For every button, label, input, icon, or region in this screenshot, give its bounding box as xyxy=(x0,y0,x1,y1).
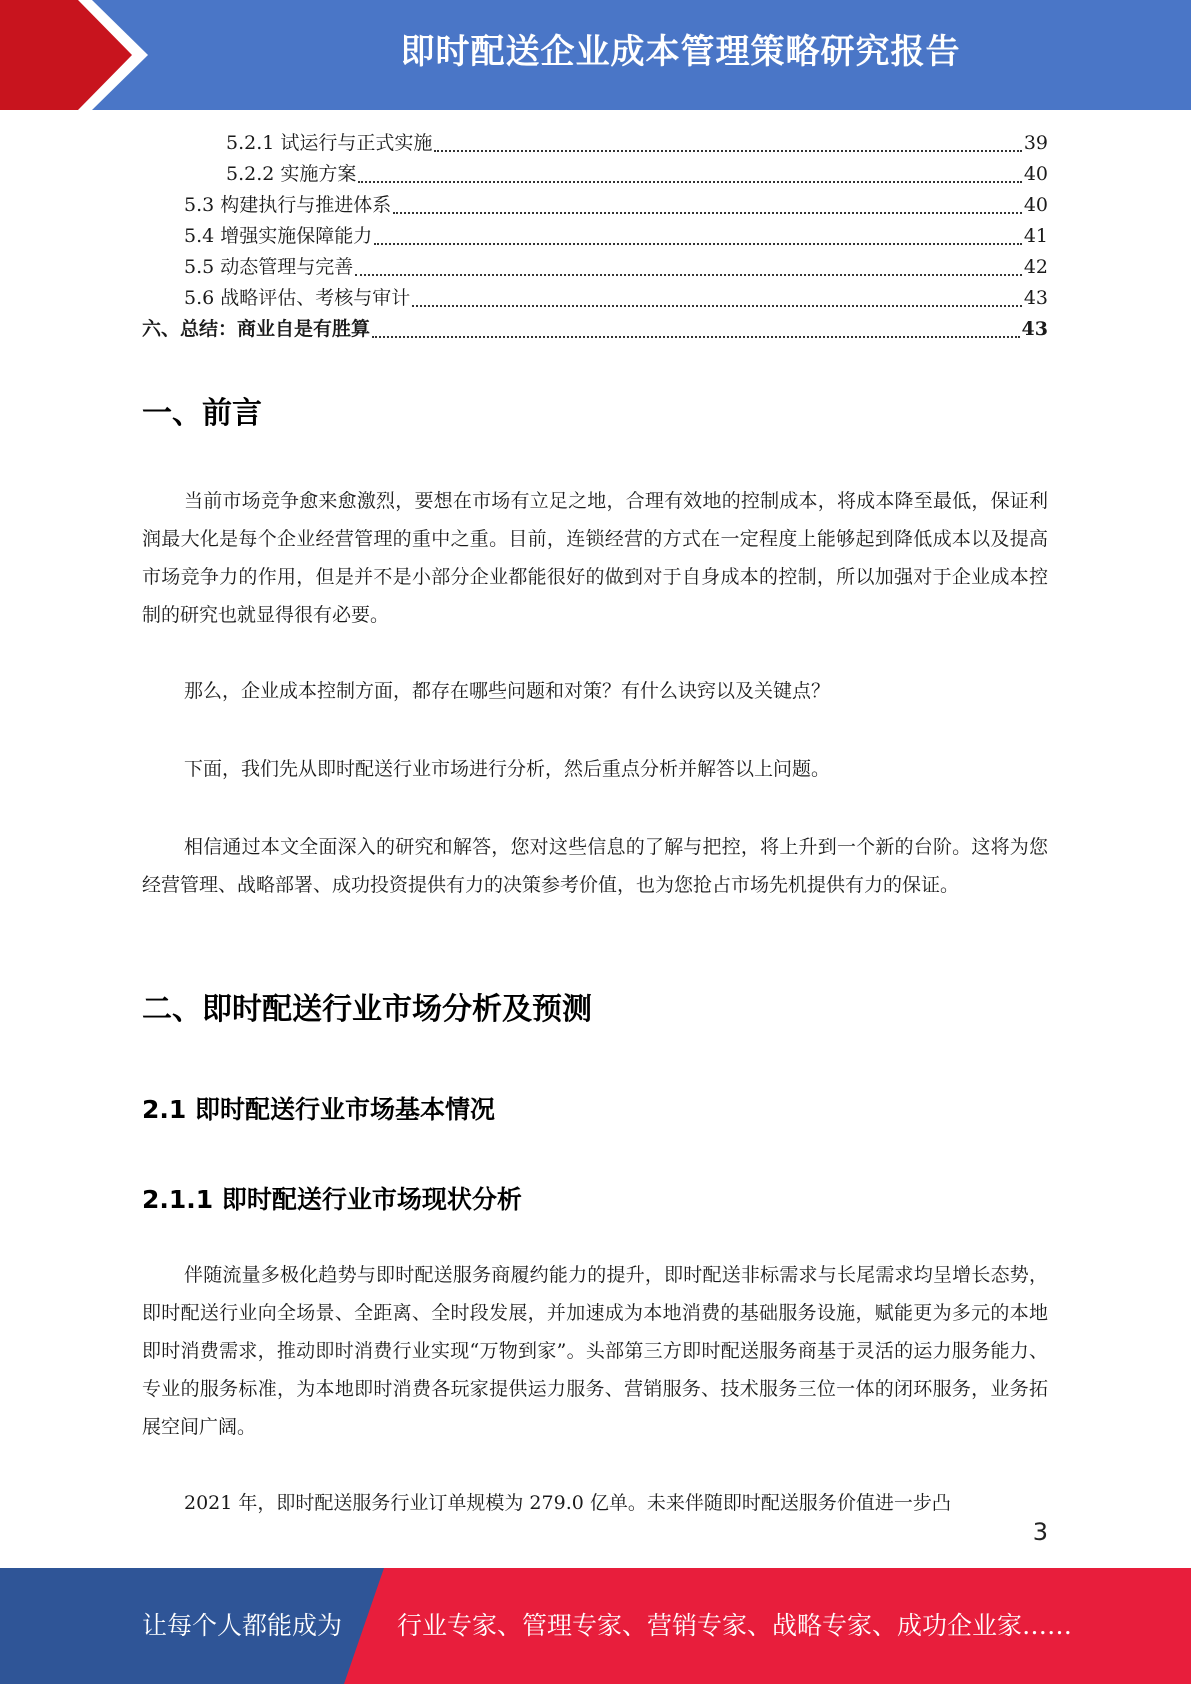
toc-entry[interactable] xyxy=(142,190,1048,221)
toc-dot-leader xyxy=(355,274,1022,276)
paragraph: 2021 年，即时配送服务行业订单规模为 279.0 亿单。未来伴随即时配送服务价值进一步凸 xyxy=(184,1492,951,1514)
toc-entry-label: 5.2.2 实施方案 xyxy=(226,163,357,185)
toc-dot-leader xyxy=(374,243,1022,245)
page-number: 3 xyxy=(1032,1518,1048,1546)
toc-entry[interactable] xyxy=(142,283,1048,314)
footer-slogan-right: 行业专家、管理专家、营销专家、战略专家、成功企业家…… xyxy=(397,1611,1073,1640)
toc-entry[interactable] xyxy=(142,252,1048,283)
toc-entry-page: 43 xyxy=(1021,318,1048,340)
toc-entry-page: 42 xyxy=(1023,256,1048,278)
toc-entry-label: 5.4 增强实施保障能力 xyxy=(184,225,373,247)
paragraph: 那么，企业成本控制方面，都存在哪些问题和对策？有什么诀窍以及关键点？ xyxy=(184,680,831,702)
toc-entry[interactable] xyxy=(142,221,1048,252)
paragraph: 伴随流量多极化趋势与即时配送服务商履约能力的提升，即时配送非标需求与长尾需求均呈增长态势，即时配送行业向全场景、全距离、全时段发展，并加速成为本地消费的基础服务设施，赋能更为多元的本地即时消费需求，推动即时消费行业实现“万物到家”。头部第三方即时配送服务商基于灵活的运力服务能力、专业的服务标准，为本地即时消费各玩家提供运力服务、营销服务、技术服务三位一体的闭环服务，业务拓展空间广阔。 xyxy=(142,1264,1048,1438)
toc-entry-label: 5.6 战略评估、考核与审计 xyxy=(184,287,411,309)
paragraph: 相信通过本文全面深入的研究和解答，您对这些信息的了解与把控，将上升到一个新的台阶。这将为您经营管理、战略部署、成功投资提供有力的决策参考价值，也为您抢占市场先机提供有力的保证。 xyxy=(142,836,1048,896)
footer-slogan-left: 让每个人都能成为 xyxy=(142,1611,343,1640)
toc-entry-page: 40 xyxy=(1023,163,1048,185)
toc-entry-label: 5.2.1 试运行与正式实施 xyxy=(226,132,433,154)
toc-entry-label: 六、总结：商业自是有胜算 xyxy=(142,318,371,340)
red-chevron-decoration xyxy=(0,0,160,110)
toc-entry-page: 39 xyxy=(1023,132,1048,154)
page-footer xyxy=(0,1568,1191,1684)
toc-entry-label: 5.5 动态管理与完善 xyxy=(184,256,354,278)
toc-dot-leader xyxy=(393,212,1022,214)
toc-entry-page: 40 xyxy=(1023,194,1048,216)
toc-entry[interactable] xyxy=(142,128,1048,159)
subsection-heading: 2.1 即时配送行业市场基本情况 xyxy=(142,1095,495,1124)
page-header xyxy=(0,0,1191,110)
report-title: 即时配送企业成本管理策略研究报告 xyxy=(400,32,961,72)
toc-dot-leader xyxy=(412,305,1022,307)
toc-entry[interactable] xyxy=(142,314,1048,345)
section-heading-analysis: 二、即时配送行业市场分析及预测 xyxy=(142,992,592,1027)
toc-entry-page: 43 xyxy=(1023,287,1048,309)
toc-entry-label: 5.3 构建执行与推进体系 xyxy=(184,194,392,216)
section-heading-preface: 一、前言 xyxy=(142,396,262,431)
paragraph: 当前市场竞争愈来愈激烈，要想在市场有立足之地，合理有效地的控制成本，将成本降至最低，保证利润最大化是每个企业经营管理的重中之重。目前，连锁经营的方式在一定程度上能够起到降低成本以及提高市场竞争力的作用，但是并不是小部分企业都能很好的做到对于自身成本的控制，所以加强对于企业成本控制的研究也就显得很有必要。 xyxy=(142,490,1048,626)
toc-dot-leader xyxy=(372,336,1020,338)
toc-dot-leader xyxy=(434,150,1021,152)
table-of-contents xyxy=(142,128,1048,345)
subsubsection-heading: 2.1.1 即时配送行业市场现状分析 xyxy=(142,1185,522,1214)
toc-entry-page: 41 xyxy=(1023,225,1048,247)
paragraph: 下面，我们先从即时配送行业市场进行分析，然后重点分析并解答以上问题。 xyxy=(184,758,831,780)
toc-dot-leader xyxy=(358,181,1021,183)
toc-entry[interactable] xyxy=(142,159,1048,190)
